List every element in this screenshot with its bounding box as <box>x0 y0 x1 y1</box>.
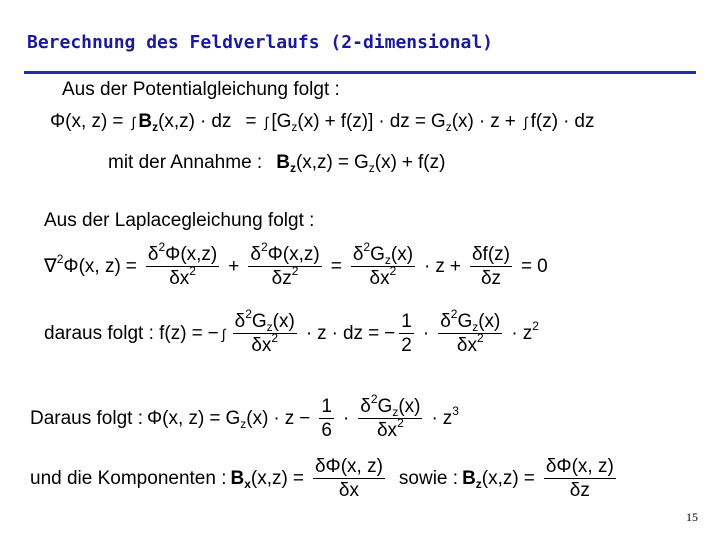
dz-term: dz <box>342 323 364 344</box>
dot-operator: · <box>563 111 570 132</box>
dx-term: δx <box>338 480 359 501</box>
dphi-term: δΦ(x, z) <box>314 456 383 477</box>
b-subscript-x: x <box>244 476 251 491</box>
equals-sign: = <box>245 111 257 132</box>
superscript-two: 2 <box>476 330 484 345</box>
fraction-one-sixth <box>319 397 334 440</box>
dot-operator: · <box>511 323 518 344</box>
equals-sign: = <box>520 256 533 277</box>
dx-term: δx <box>456 335 477 356</box>
daraus-equation <box>44 306 539 356</box>
dz-term: dz <box>211 111 232 132</box>
equals-sign: = <box>330 256 342 277</box>
g-symbol: G <box>225 408 241 429</box>
dx-term: δx <box>169 268 190 289</box>
delta: δ <box>234 311 246 332</box>
df-term: δf(z) <box>471 244 510 265</box>
g-subscript: z <box>384 252 391 267</box>
phi-term: Φ(x, z) <box>147 408 205 429</box>
superscript-two: 2 <box>370 391 378 406</box>
dot-operator: · <box>273 408 280 429</box>
phi-term: Φ(x,z) <box>267 244 320 265</box>
assumption-label: mit der Annahme : <box>108 152 263 173</box>
fraction-d2g-dx2 <box>351 239 415 289</box>
g-subscript: z <box>368 160 375 175</box>
fraction-one-half <box>399 312 414 355</box>
laplace-equation <box>44 239 548 289</box>
superscript-two: 2 <box>397 415 404 430</box>
g-args: (x) <box>297 111 320 132</box>
laplace-heading <box>44 211 314 230</box>
equals-sign: = <box>337 152 349 173</box>
plus-sign: + <box>401 152 414 173</box>
integral-sign: ∫ <box>523 113 528 130</box>
daraus-label: daraus folgt : f(z) <box>44 323 187 344</box>
g-symbol: G <box>377 396 393 417</box>
g-args: (x) <box>398 396 421 417</box>
equals-sign: = <box>523 468 535 489</box>
phi-term: Φ(x, z) <box>63 256 121 277</box>
dz-term: dz <box>574 111 595 132</box>
g-symbol: G <box>457 311 473 332</box>
g-symbol: G <box>370 244 385 265</box>
superscript-three: 3 <box>452 403 459 418</box>
superscript-two: 2 <box>271 330 279 345</box>
superscript-two: 2 <box>389 263 397 278</box>
dot-operator: · <box>422 323 430 344</box>
delta: δ <box>250 244 261 265</box>
dot-operator: · <box>331 323 338 344</box>
dz-term: δz <box>271 268 292 289</box>
b-symbol: B <box>230 468 245 489</box>
fraction-d2phi-dz2 <box>248 239 321 289</box>
dot-operator: · <box>305 323 313 344</box>
b-symbol: B <box>276 152 290 173</box>
equals-sign: = <box>292 468 304 489</box>
g-symbol: G <box>353 152 369 173</box>
superscript-two: 2 <box>260 239 268 254</box>
page-number: 15 <box>686 510 698 524</box>
fz-term: f(z) <box>418 152 446 173</box>
g-subscript: z <box>445 119 452 134</box>
laplace-heading-text: Aus der Laplacegleichung folgt : <box>44 210 315 231</box>
g-args: (x) <box>478 311 501 332</box>
potential-equation <box>50 111 595 134</box>
equals-sign: = <box>125 256 137 277</box>
z-term: z <box>522 323 533 344</box>
equals-sign: = <box>209 408 221 429</box>
fraction-d2g-dx2 <box>358 391 422 441</box>
fraction-d2phi-dx2 <box>146 239 219 289</box>
delta: δ <box>440 311 451 332</box>
b-subscript-z: z <box>475 476 482 491</box>
components-equation <box>30 457 620 500</box>
integral-sign: ∫ <box>264 113 269 130</box>
superscript-two: 2 <box>189 263 196 278</box>
integral-sign: ∫ <box>131 113 136 130</box>
dz-term: δz <box>480 268 502 289</box>
g-subscript: z <box>472 319 479 334</box>
superscript-two: 2 <box>532 318 539 333</box>
b-args: (x,z) <box>250 468 288 489</box>
z-term: z <box>435 256 445 277</box>
delta: δ <box>360 396 371 417</box>
b-subscript: z <box>152 119 159 134</box>
integral-sign: ∫ <box>221 325 226 342</box>
sowie-label: sowie : <box>398 468 459 489</box>
b-symbol: B <box>462 468 476 489</box>
plus-sign: + <box>324 111 336 132</box>
g-symbol: G <box>430 111 446 132</box>
fraction-dphi-dz <box>544 457 616 500</box>
one: 1 <box>401 311 412 332</box>
minus-sign: − <box>207 323 219 344</box>
b-args: (x,z) <box>295 152 333 173</box>
g-args: (x) <box>451 111 474 132</box>
plus-sign: + <box>504 111 516 132</box>
dz-term: dz <box>389 111 410 132</box>
delta: δ <box>352 244 364 265</box>
b-symbol: B <box>138 111 153 132</box>
equals-sign: = <box>112 111 124 132</box>
g-args: (x) <box>272 311 295 332</box>
dot-operator: · <box>342 408 350 429</box>
dz-term: δz <box>569 480 590 501</box>
six: 6 <box>321 420 332 441</box>
superscript-two: 2 <box>245 306 252 321</box>
g-args: (x) <box>246 408 269 429</box>
dot-operator: · <box>424 256 431 277</box>
g-subscript: z <box>266 319 273 334</box>
result-equation <box>30 391 459 441</box>
fraction-df-dz <box>470 245 512 288</box>
dot-operator: · <box>478 111 486 132</box>
dot-operator: · <box>378 111 385 132</box>
z-term: z <box>284 408 295 429</box>
superscript-two: 2 <box>56 251 64 266</box>
phi-lhs: Φ(x, z) <box>50 111 108 132</box>
fraction-d2g-dx2 <box>233 306 297 356</box>
z-term: z <box>442 408 453 429</box>
plus-sign: + <box>449 256 461 277</box>
delta: δ <box>147 244 159 265</box>
dx-term: δx <box>251 335 272 356</box>
superscript-two: 2 <box>291 263 299 278</box>
z-term: z <box>490 111 500 132</box>
b-args: (x,z) <box>158 111 195 132</box>
g-args: (x) <box>374 152 397 173</box>
g-args: (x) <box>390 244 414 265</box>
components-label: und die Komponenten : <box>30 468 227 489</box>
dx-term: δx <box>376 420 398 441</box>
phi-term: Φ(x,z) <box>165 244 218 265</box>
dot-operator: · <box>431 408 438 429</box>
potential-heading <box>62 80 340 99</box>
minus-sign: − <box>384 323 396 344</box>
result-label: Daraus folgt : <box>30 408 143 429</box>
g-subscript: z <box>291 119 298 134</box>
b-subscript: z <box>289 160 296 175</box>
fz-close: f(z)] <box>340 111 374 132</box>
g-open: [G <box>271 111 292 132</box>
dot-operator: · <box>200 111 207 132</box>
equals-sign: = <box>368 323 380 344</box>
nabla-symbol: ∇ <box>44 256 57 277</box>
g-subscript: z <box>240 416 247 431</box>
g-symbol: G <box>251 311 267 332</box>
equals-sign: = <box>414 111 426 132</box>
superscript-two: 2 <box>363 239 371 254</box>
potential-heading-text: Aus der Potentialgleichung folgt : <box>62 79 340 100</box>
superscript-two: 2 <box>158 239 166 254</box>
fraction-dphi-dx <box>313 457 385 500</box>
g-subscript: z <box>392 404 399 419</box>
fraction-d2g-dx2 <box>438 306 502 356</box>
equals-sign: = <box>191 323 203 344</box>
assumption-line <box>108 152 446 175</box>
two: 2 <box>401 335 412 356</box>
b-args: (x,z) <box>481 468 519 489</box>
slide-title: Berechnung des Feldverlaufs (2-dimensional) <box>27 32 493 53</box>
title-rule <box>24 71 696 74</box>
fz-term: f(z) <box>530 111 559 132</box>
superscript-two: 2 <box>450 306 458 321</box>
dx-term: δx <box>369 268 390 289</box>
z-term: z <box>317 323 327 344</box>
plus-sign: + <box>228 256 240 277</box>
one: 1 <box>321 396 332 417</box>
minus-sign: − <box>299 408 311 429</box>
zero: 0 <box>537 256 548 277</box>
dphi-term: δΦ(x, z) <box>545 456 614 477</box>
